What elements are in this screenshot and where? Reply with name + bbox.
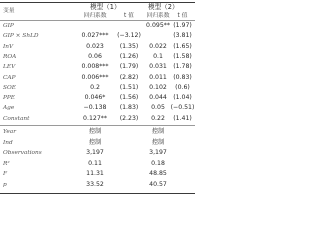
footer-label: R² [3,160,10,167]
table-row [0,74,195,83]
row-t-2: (1.41) [173,114,192,122]
header-model1: 模型（1） [90,3,121,11]
row-coef-1: 0.023 [86,42,104,50]
footer-value-1: 33.52 [86,181,104,188]
footer-value-1: 11.31 [86,170,104,178]
row-t-2: (0.83) [173,73,192,81]
row-coef-2: 0.044 [149,94,167,102]
row-variable: PPE [3,95,16,102]
row-coef-2: 0.011 [149,73,167,81]
bottom-rule [0,193,195,194]
header-coef-2: 回归系数 [146,13,170,19]
table-row [0,139,195,148]
footer-value-1: 控制 [88,138,102,146]
regression-table [0,0,195,196]
row-t-2: (1.97) [173,22,192,29]
row-variable: ROA [3,53,17,60]
row-coef-2: 0.095** [146,22,170,29]
row-t-2: (1.58) [173,52,192,60]
row-t-2: (3.81) [173,32,192,40]
header-variable: 变量 [3,8,15,14]
row-t-1: (2.82) [119,73,139,81]
row-coef-1: 0.046* [84,94,106,102]
header-t-1: t 值 [124,13,134,19]
footer-label: F [3,171,8,178]
row-variable: GIP × ShLD [3,33,39,40]
footer-value-2: 3,197 [149,149,167,157]
row-coef-1: −0.138 [83,104,107,112]
row-variable: GIP [3,23,14,29]
row-t-1: (1.26) [119,52,139,60]
header-model2: 模型（2） [148,3,179,11]
footer-value-2: 0.18 [151,159,165,167]
footer-value-2: 控制 [151,128,165,135]
footer-label: Observations [3,150,42,157]
row-coef-1: 0.06 [88,52,102,60]
row-t-1: (1.56) [119,94,139,102]
table-row [0,53,195,62]
footer-value-2: 48.85 [149,170,167,178]
footer-value-1: 控制 [88,128,102,135]
footer-label: Ind [3,139,13,146]
table-row [0,84,195,93]
table-row [0,170,195,179]
header-t-2: t 值 [177,13,188,19]
row-variable: CAP [3,74,16,81]
row-t-1: (2.23) [119,114,139,122]
row-coef-2: 0.1 [153,52,163,60]
table-row [0,63,195,72]
row-coef-1: 0.006*** [81,73,109,81]
row-variable: LEV [3,64,16,71]
table-row [0,160,195,169]
footer-value-2: 控制 [151,138,165,146]
table-row [0,94,195,103]
row-variable: Constant [3,115,30,122]
row-t-1: (1.83) [119,104,139,112]
footer-value-2: 40.57 [149,181,167,188]
row-t-2: (1.04) [173,94,192,102]
row-t-1: (1.35) [119,42,139,50]
table-row [0,149,195,158]
row-coef-2: 0.031 [149,63,167,71]
row-t-1: (−3.12) [117,32,141,40]
row-variable: SOE [3,84,16,91]
table-row [0,115,195,124]
row-coef-2: 0.05 [151,104,165,112]
row-variable: InV [3,43,14,50]
footer-label: Year [3,129,16,135]
footer-value-1: 0.11 [88,159,102,167]
row-coef-1: 0.027*** [81,32,109,40]
table-row [0,22,195,31]
table-row [0,128,195,137]
header-rule [0,20,195,21]
header-coef-1: 回归系数 [83,13,107,19]
footer-label: p [3,182,7,188]
row-variable: Age [3,105,15,112]
row-t-2: (−0.51) [170,104,195,112]
row-coef-2: 0.22 [151,114,165,122]
row-t-1: (1.79) [119,63,139,71]
row-t-2: (1.65) [173,42,192,50]
row-t-2: (1.78) [173,63,192,71]
row-t-1: (1.51) [119,83,139,91]
row-coef-1: 0.008*** [81,63,109,71]
table-row [0,32,195,41]
table-row [0,104,195,113]
row-coef-2: 0.102 [149,83,167,91]
footer-value-1: 3,197 [86,149,104,157]
table-row [0,43,195,52]
row-coef-2: 0.022 [149,42,167,50]
body-rule [0,125,195,126]
row-coef-1: 0.2 [90,83,100,91]
table-row [0,181,195,190]
row-coef-1: 0.127** [83,114,107,122]
row-t-2: (0.6) [175,83,190,91]
